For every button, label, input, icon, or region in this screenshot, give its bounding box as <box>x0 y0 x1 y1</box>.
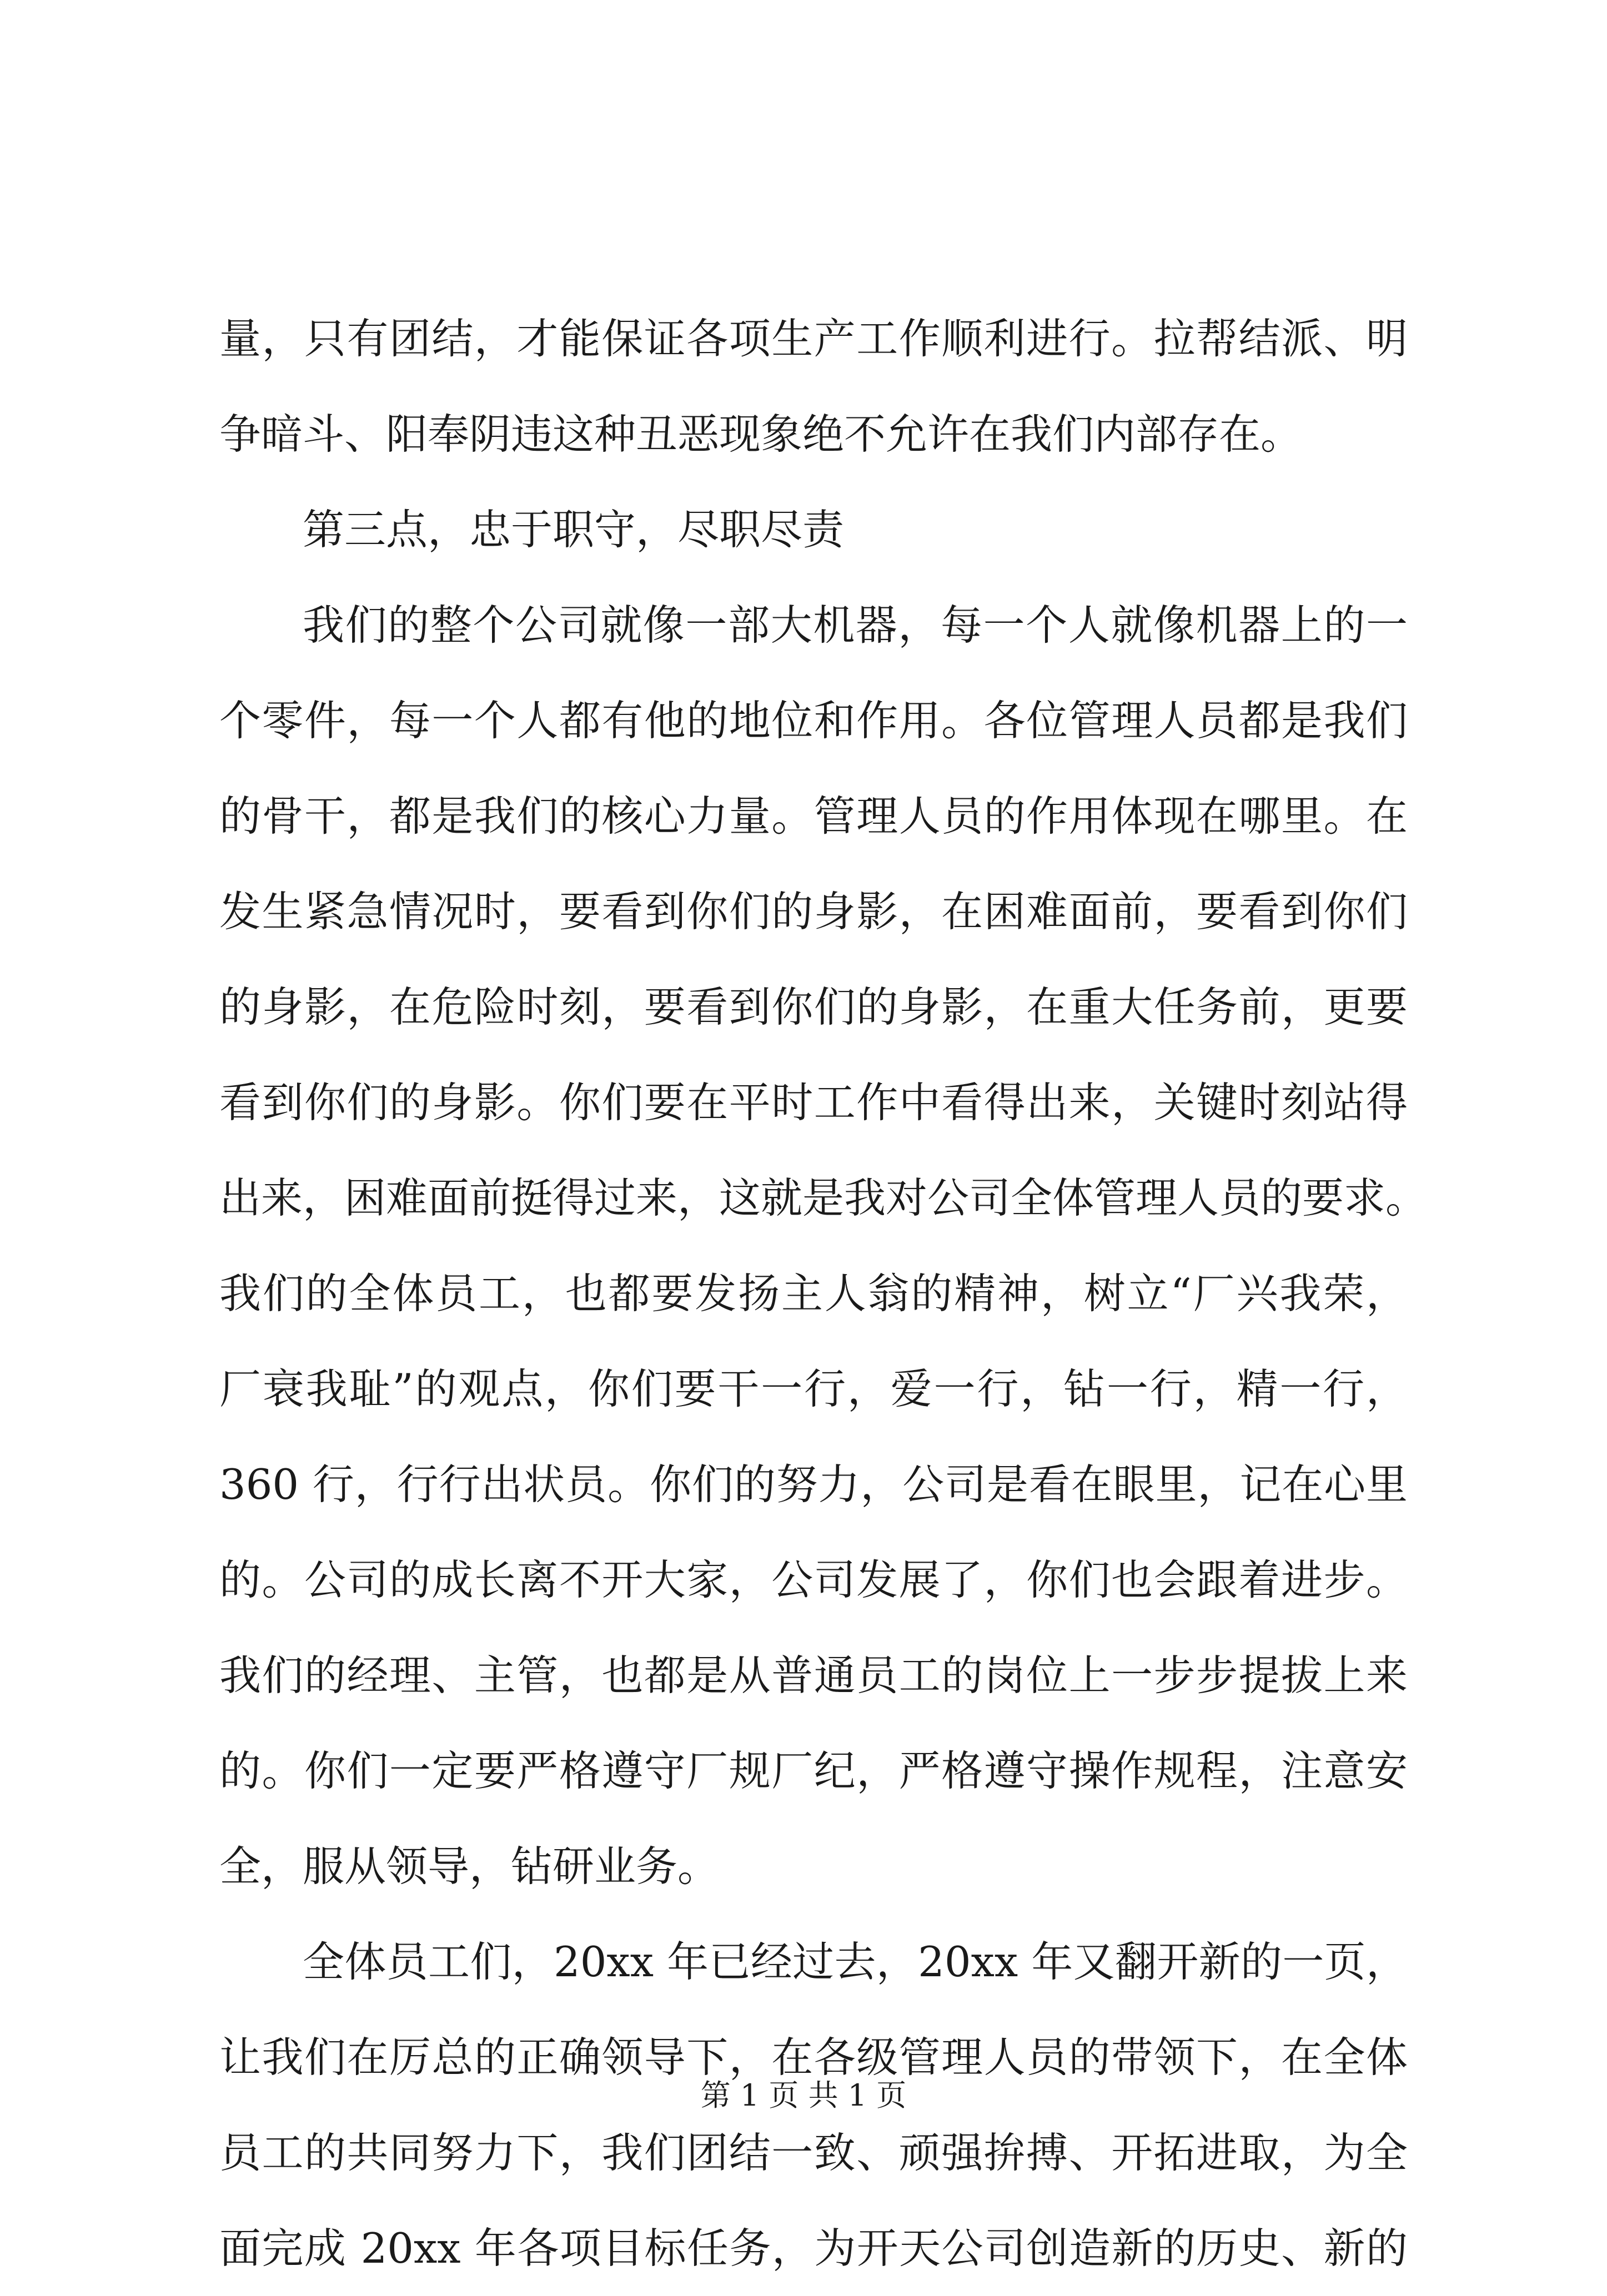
body-text <box>219 291 1428 2296</box>
text-line: 发生紧急情况时，要看到你们的身影，在困难面前，要看到你们 <box>219 887 1408 936</box>
text-line: 的。公司的成长离不开大家，公司发展了，你们也会跟着进步。 <box>219 1555 1408 1604</box>
page-footer: 第 1 页 共 1 页 <box>700 2078 907 2113</box>
text-line: 面完成 20xx 年各项目标任务，为开天公司创造新的历史、新的 <box>219 2224 1408 2273</box>
text-line: 我们的整个公司就像一部大机器，每一个人就像机器上的一 <box>303 601 1408 649</box>
text-line: 量，只有团结，才能保证各项生产工作顺利进行。拉帮结派、明 <box>219 314 1408 363</box>
text-line: 员工的共同努力下，我们团结一致、顽强拚搏、开拓进取，为全 <box>219 2128 1408 2177</box>
text-line: 360 行，行行出状员。你们的努力，公司是看在眼里，记在心里 <box>219 1460 1408 1509</box>
text-line: 我们的经理、主管，也都是从普通员工的岗位上一步步提拔上来 <box>219 1651 1408 1700</box>
text-line: 看到你们的身影。你们要在平时工作中看得出来，关键时刻站得 <box>219 1078 1408 1127</box>
text-line: 的。你们一定要严格遵守厂规厂纪，严格遵守操作规程，注意安 <box>219 1746 1408 1795</box>
text-line: 个零件，每一个人都有他的地位和作用。各位管理人员都是我们 <box>219 696 1408 745</box>
text-line: 我们的全体员工，也都要发扬主人翁的精神，树立“厂兴我荣， <box>219 1269 1408 1318</box>
text-line: 全体员工们，20xx 年已经过去，20xx 年又翻开新的一页， <box>303 1937 1408 1986</box>
text-line: 的身影，在危险时刻，要看到你们的身影，在重大任务前，更要 <box>219 983 1408 1031</box>
text-line: 出来，困难面前挺得过来，这就是我对公司全体管理人员的要求。 <box>219 1174 1428 1222</box>
text-line: 争暗斗、阳奉阴违这种丑恶现象绝不允许在我们内部存在。 <box>219 410 1303 459</box>
text-line: 让我们在厉总的正确领导下，在各级管理人员的带领下，在全体 <box>219 2033 1408 2082</box>
text-line: 厂衰我耻”的观点，你们要干一行，爱一行，钻一行，精一行， <box>219 1364 1408 1413</box>
text-line: 的骨干，都是我们的核心力量。管理人员的作用体现在哪里。在 <box>219 792 1408 840</box>
section-heading: 第三点，忠于职守，尽职尽责 <box>303 505 845 554</box>
text-line: 全，服从领导，钻研业务。 <box>219 1842 720 1891</box>
